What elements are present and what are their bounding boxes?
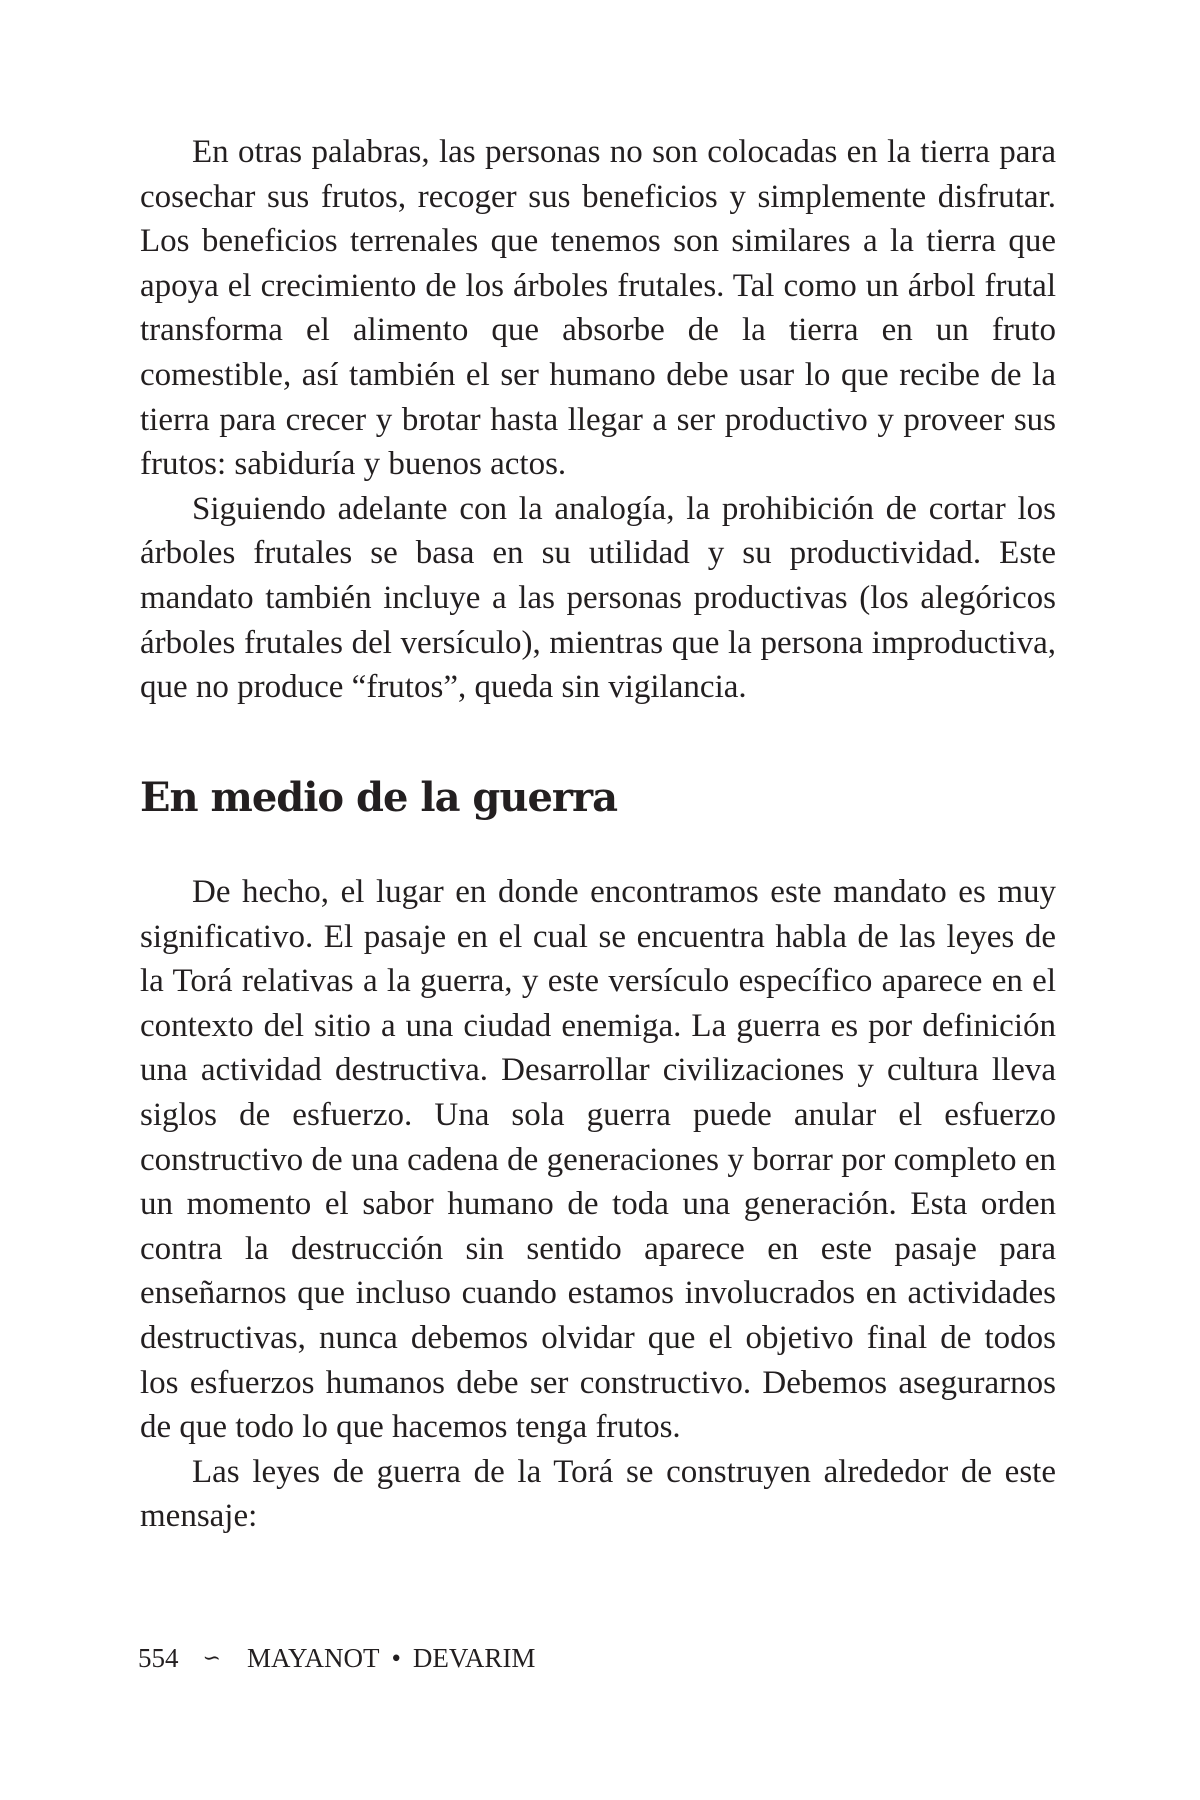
paragraph: Siguiendo adelante con la analogía, la prohibición de cortar los árboles frutales se basa en su utilidad y su productividad. Este mandato también incluye a las personas productivas (los alegóricos árboles frutales del versículo), mientras que la persona improductiva, que no produce “frutos”, queda sin vigilancia.	[140, 490, 1056, 706]
footer-separator: •	[391, 1643, 401, 1673]
bottom-text-block	[140, 870, 1056, 1539]
paragraph: De hecho, el lugar en donde encontramos este mandato es muy significativo. El pasaje en el cual se encuentra habla de las leyes de la Torá relativas a la guerra, y este versículo específico aparece en el contexto del sitio a una ciudad enemiga. La guerra es por definición una actividad destructiva. Desarrollar civilizaciones y cultura lleva siglos de esfuerzo. Una sola guerra puede anular el esfuerzo constructivo de una cadena de generaciones y borrar por completo en un momento el sabor humano de toda una generación. Esta orden contra la destrucción sin sentido aparece en este pasaje para enseñarnos que incluso cuando estamos involucrados en actividades destructivas, nunca debemos olvidar que el objetivo final de todos los esfuerzos humanos debe ser constructivo. Debemos asegurarnos de que todo lo que hacemos tenga frutos.	[140, 874, 1056, 1446]
page-number: 554	[138, 1643, 179, 1673]
page-footer	[138, 1640, 535, 1676]
paragraph: Las leyes de guerra de la Torá se construyen alrededor de este mensaje:	[140, 1453, 1056, 1535]
section-heading: En medio de la guerra	[140, 774, 617, 821]
top-text-block	[140, 130, 1056, 710]
book-title: MAYANOT	[246, 1643, 380, 1673]
fleuron-ornament-icon: ∽	[202, 1645, 221, 1670]
section-title: DEVARIM	[412, 1643, 536, 1673]
paragraph: En otras palabras, las personas no son colocadas en la tierra para cosechar sus frutos, recoger sus beneficios y simplemente disfrutar. Los beneficios terrenales que tenemos son similares a la tierra que apoya el crecimiento de los árboles frutales. Tal como un árbol frutal transforma el alimento que absorbe de la tierra en un fruto comestible, así también el ser humano debe usar lo que recibe de la tierra para crecer y brotar hasta llegar a ser productivo y proveer sus frutos: sabiduría y buenos actos.	[140, 134, 1056, 483]
